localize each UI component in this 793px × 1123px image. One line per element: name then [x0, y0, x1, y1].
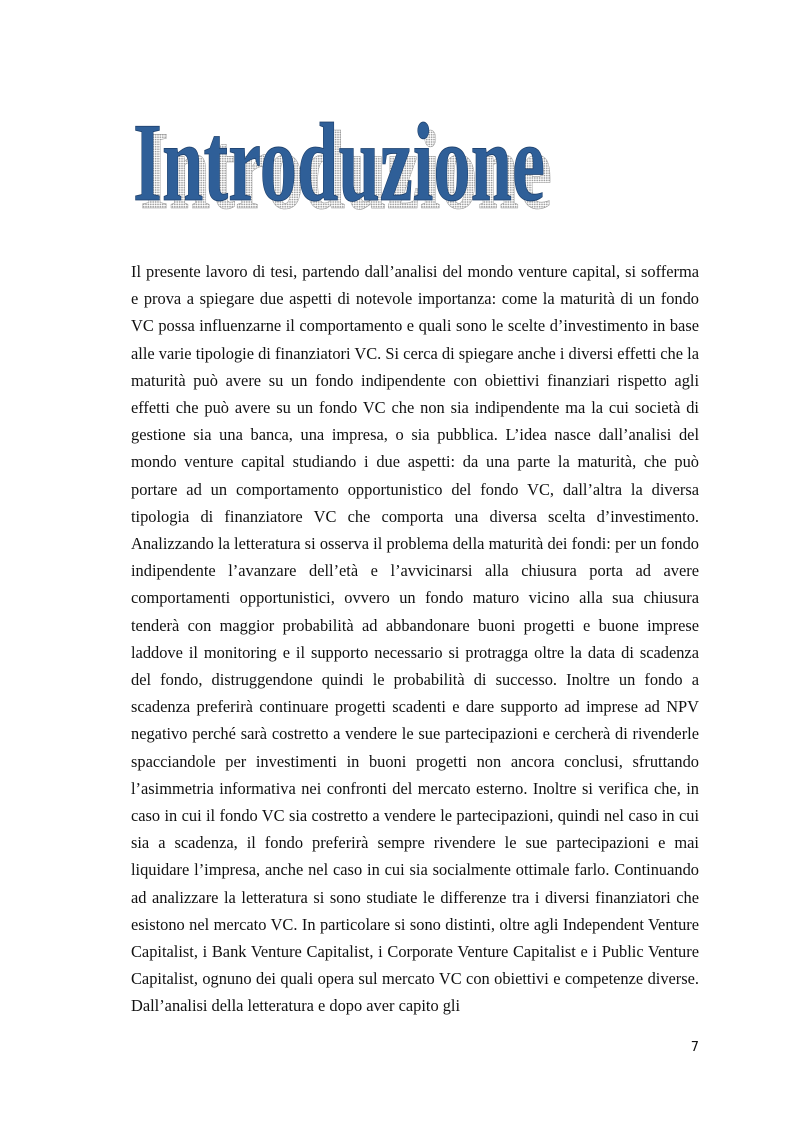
chapter-title-text: Introduzione — [133, 101, 545, 220]
chapter-title-wordart — [128, 100, 568, 220]
page-number: 7 — [690, 1040, 699, 1055]
chapter-title-shadow: Introduzione — [140, 109, 552, 220]
chapter-title — [128, 100, 568, 220]
body-paragraph: Il presente lavoro di tesi, partendo dall’analisi del mondo venture capital, si sofferma e prova a spiegare due aspetti di notevole importanza: come la maturità di un fondo VC possa influenzarne il comportamento e quali sono le scelte d’investimento in base alle varie tipologie di finanziatori VC. Si cerca di spiegare anche i diversi effetti che la maturità può avere su un fondo indipendente con obiettivi finanziari rispetto agli effetti che può avere su un fondo VC che non sia indipendente ma la cui società di gestione sia una banca, una impresa, o sia pubblica. L’idea nasce dall’analisi del mondo venture capital studiando i due aspetti: da una parte la maturità, che può portare ad un comportamento opportunistico del fondo VC, dall’altra la diversa tipologia di finanziatore VC che comporta una diversa scelta d’investimento. Analizzando la letteratura si osserva il problema della maturità dei fondi: per un fondo indipendente l’avanzare dell’età e l’avvicinarsi alla chiusura porta ad avere comportamenti opportunistici, ovvero un fondo maturo vicino alla sua chiusura tenderà con maggior probabilità ad abbandonare buoni progetti e buone imprese laddove il monitoring e il supporto necessario si protragga oltre la data di scadenza del fondo, distruggendone quindi le probabilità di successo. Inoltre un fondo a scadenza preferirà continuare progetti scadenti e dare supporto ad imprese ad NPV negativo perché sarà costretto a vendere le sue partecipazioni e cercherà di rivenderle spacciandole per investimenti in buoni progetti non ancora conclusi, sfruttando l’asimmetria informativa nei confronti del mercato esterno. Inoltre si verifica che, in caso in cui il fondo VC sia costretto a vendere le partecipazioni, quindi nel caso in cui sia a scadenza, il fondo preferirà sempre rivendere le sue partecipazioni e mai liquidare l’impresa, anche nel caso in cui sia socialmente ottimale farlo. Continuando ad analizzare la letteratura si sono studiate le differenze tra i diversi finanziatori che esistono nel mercato VC. In particolare si sono distinti, oltre agli Independent Venture Capitalist, i Bank Venture Capitalist, i Corporate Venture Capitalist e i Public Venture Capitalist, ognuno dei quali opera sul mercato VC con obiettivi e competenze diverse. Dall’analisi della letteratura e dopo aver capito gli — [131, 262, 699, 1016]
